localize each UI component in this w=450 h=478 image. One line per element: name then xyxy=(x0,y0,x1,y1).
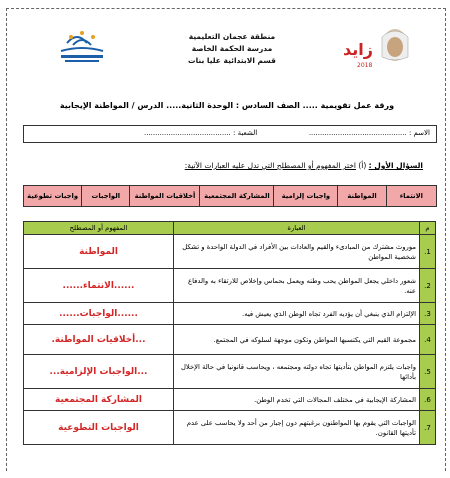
col-concept-header: المفهوم أو المصطلح xyxy=(24,222,174,235)
table-row xyxy=(24,303,436,325)
question-number: (أ) xyxy=(358,161,367,170)
term-item: المشاركة المجتمعية xyxy=(199,186,273,206)
question-label: السؤال الأول : xyxy=(368,161,423,170)
table-row xyxy=(24,235,436,269)
table-row xyxy=(24,355,436,389)
table-row xyxy=(24,325,436,355)
row-statement: موروث مشترك من المبادىء والقيم والعادات بين الأفراد في الدولة الواحدة و تشكل شخصية المواطن xyxy=(174,235,420,269)
term-item: واجبات تطوعية xyxy=(24,186,81,206)
row-statement: الإلتزام الذي ينبغي أن يؤديه الفرد تجاه الوطن الذي يعيش فيه. xyxy=(174,303,420,325)
col-num-header: م xyxy=(420,222,436,235)
row-answer[interactable]: المشاركة المجتمعية xyxy=(24,389,174,411)
col-statement-header: العبارة xyxy=(174,222,420,235)
term-item: أخلاقيات المواطنة xyxy=(129,186,199,206)
term-item: الواجبات xyxy=(81,186,129,206)
row-number: 3. xyxy=(420,303,436,325)
worksheet-page xyxy=(6,8,446,471)
row-number: 5. xyxy=(420,355,436,389)
term-item: المواطنة xyxy=(337,186,385,206)
row-statement: شعور داخلي يجعل المواطن يحب وطنه ويعمل بحماس وإخلاص للارتقاء به والدفاع عنه. xyxy=(174,269,420,303)
term-item: واجبات إلزامية xyxy=(273,186,337,206)
row-statement: الواجبات التي يقوم بها المواطنون برغبتهم دون إجبار من أحد ولا يحاسب على عدم تأديتها القانون. xyxy=(174,411,420,445)
row-statement: مجموعة القيم التي يكتسبها المواطن وتكون موجهة لسلوكه في المجتمع. xyxy=(174,325,420,355)
name-field[interactable]: الاسم : ............................................ xyxy=(308,129,430,137)
svg-text:2018: 2018 xyxy=(357,62,373,69)
table-row xyxy=(24,411,436,445)
question-heading xyxy=(185,161,423,170)
table-row xyxy=(24,389,436,411)
worksheet-title: ورقة عمل تقويمية ..... الصف السادس : الوحدة الثانية..... الدرس / المواطنة الإيجابية xyxy=(59,101,395,110)
table-row xyxy=(24,269,436,303)
row-number: 2. xyxy=(420,269,436,303)
term-bank xyxy=(23,185,437,207)
question-text: اختر المفهوم أو المصطلح التي تدل عليه العبارات الآتية: xyxy=(184,161,356,170)
row-number: 1. xyxy=(420,235,436,269)
row-statement: واجبات يلتزم المواطن بتأديتها تجاه دولته ومجتمعه ، ويحاسب قانونيا في حالة الإخلال بأدائها xyxy=(174,355,420,389)
header-line-department: قسم الابتدائية عليا بنات xyxy=(188,56,276,65)
row-answer[interactable]: ......الواجبات...... xyxy=(24,303,174,325)
header xyxy=(7,9,445,79)
row-statement: المشاركة الإيجابية في مختلف المجالات التي تخدم الوطن. xyxy=(174,389,420,411)
zayed-year-logo-icon xyxy=(337,23,417,73)
row-number: 6. xyxy=(420,389,436,411)
row-answer[interactable]: المواطنة xyxy=(24,235,174,269)
row-answer[interactable]: ......الانتماء...... xyxy=(24,269,174,303)
header-line-district: منطقة عجمان التعليمية xyxy=(188,32,276,41)
table-header-row xyxy=(24,222,436,235)
section-field[interactable]: الشعبة : ....................................... xyxy=(144,129,258,137)
row-number: 4. xyxy=(420,325,436,355)
school-logo-icon xyxy=(47,27,117,67)
svg-text:زايد: زايد xyxy=(343,40,373,59)
term-item: الانتماء xyxy=(386,186,436,206)
row-answer[interactable]: ...أخلاقيات المواطنة. xyxy=(24,325,174,355)
row-number: 7. xyxy=(420,411,436,445)
student-info-box xyxy=(23,125,437,143)
header-line-school: مدرسة الحكمة الخاصة xyxy=(191,44,273,53)
row-answer[interactable]: ...الواجبات الإلزامية... xyxy=(24,355,174,389)
answers-table xyxy=(23,221,436,445)
row-answer[interactable]: الواجبات التطوعية xyxy=(24,411,174,445)
